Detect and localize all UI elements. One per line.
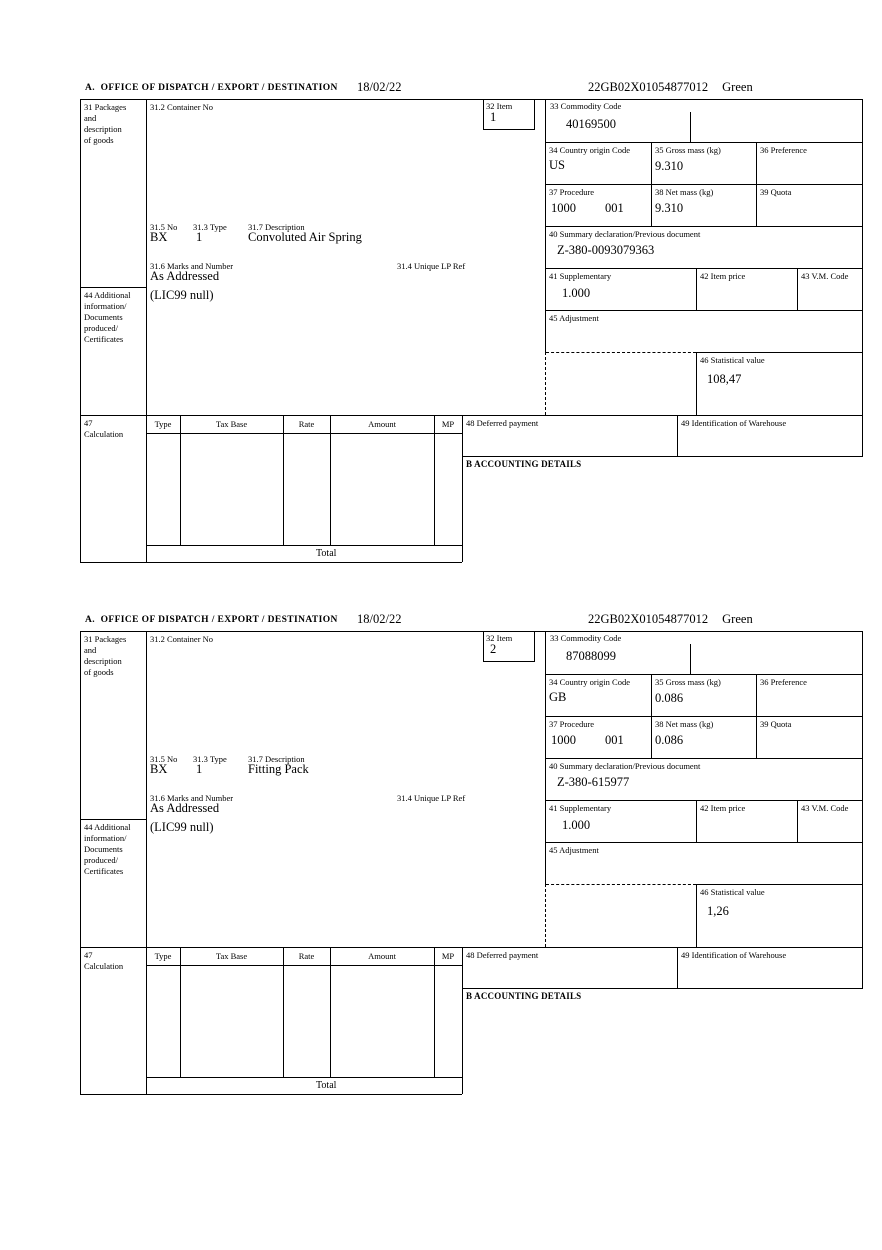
commodity-code-value: 87088099 [566,649,616,663]
package-no-label: 31.5 No [150,754,178,764]
col34-35-divider [651,674,652,758]
status-flag: Green [722,612,753,626]
accounting-details-label: B ACCOUNTING DETAILS [466,991,582,1001]
summary-declaration-label: 40 Summary declaration/Previous document [549,229,701,239]
box44-label: 44 Additional information/ Documents produced/ Certificates [84,290,131,345]
summary-declaration-label: 40 Summary declaration/Previous document [549,761,701,771]
supplementary-value: 1.000 [562,286,591,300]
table-header-tax-base: Tax Base [215,419,248,429]
table-header-mp: MP [441,419,455,429]
table-header-amount: Amount [368,419,396,429]
declaration-item-page [0,612,882,1144]
statistical-value-label: 46 Statistical value [700,355,765,365]
table-header-mp: MP [441,951,455,961]
table-header-type: Type [154,419,172,429]
vm-code-label: 43 V.M. Code [801,271,849,281]
quota-label: 39 Quota [760,187,792,197]
item-number-value: 2 [490,642,497,656]
item-number-value: 1 [490,110,497,124]
description-label: 31.7 Description [248,754,305,764]
office-of-dispatch-label: A. OFFICE OF DISPATCH / EXPORT / DESTINATION [85,615,338,625]
marks-value: As Addressed [150,269,220,283]
package-no-value: BX [150,762,168,776]
package-no-value: BX [150,230,168,244]
accounting-details-label: B ACCOUNTING DETAILS [466,459,582,469]
col35-36-divider [756,674,757,758]
commodity-code-tick [690,112,691,142]
col48-49-divider [677,415,678,456]
total-label: Total [316,1080,337,1091]
col42-43-divider [797,800,798,842]
country-origin-label: 34 Country origin Code [549,145,630,155]
summary-declaration-value: Z-380-0093079363 [557,243,655,257]
table-col-divider-1 [180,415,181,545]
box31-44-divider [80,287,146,288]
reference-number: 22GB02X01054877012 [588,612,709,626]
col41-42-divider [696,800,697,842]
adjustment-label: 45 Adjustment [549,845,599,855]
table-header-type: Type [154,951,172,961]
status-flag: Green [722,80,753,94]
box46-top-line [696,352,862,353]
total-label: Total [316,548,337,559]
net-mass-label: 38 Net mass (kg) [655,719,714,729]
form-border-left [80,631,81,1094]
warehouse-id-label: 49 Identification of Warehouse [681,950,787,960]
statistical-value: 108,47 [707,372,742,386]
total-row-top-line [146,1077,462,1078]
additional-info-value: (LIC99 null) [150,820,214,834]
vm-code-label: 43 V.M. Code [801,803,849,813]
form-border-bottom [80,562,462,563]
item-box-label: 32 Item [486,101,513,111]
table-col-divider-1 [180,947,181,1077]
package-type-value: 1 [196,762,203,776]
calculation-top-line [80,415,862,416]
table-col-divider-4 [434,947,435,1077]
col34-35-divider [651,142,652,226]
table-right-edge [462,415,463,562]
box44-label: 44 Additional information/ Documents produced/ Certificates [84,822,131,877]
col41-42-divider [696,268,697,310]
procedure-extra-value: 001 [605,733,624,747]
preference-label: 36 Preference [760,145,807,155]
marks-label: 31.6 Marks and Number [150,261,234,271]
form-pages [0,80,882,1144]
supplementary-label: 41 Supplementary [549,271,612,281]
package-type-value: 1 [196,230,203,244]
box31-label: 31 Packages and description of goods [84,634,127,678]
box46-left-line [696,884,697,947]
row37-bottom-line [545,226,862,227]
country-origin-label: 34 Country origin Code [549,677,630,687]
supplementary-value: 1.000 [562,818,591,832]
right-column-divider-dashed [545,352,546,415]
form-border-top [80,631,862,632]
right-column-divider-dashed [545,884,546,947]
table-header-bottom-line [146,433,462,434]
procedure-value: 1000 [551,201,576,215]
statistical-value: 1,26 [707,904,729,918]
box48-49-bottom-line [462,456,862,457]
table-col-divider-3 [330,415,331,545]
commodity-code-label: 33 Commodity Code [550,633,622,643]
form-border-left [80,99,81,562]
adjustment-label: 45 Adjustment [549,313,599,323]
box31-label: 31 Packages and description of goods [84,102,127,146]
additional-info-value: (LIC99 null) [150,288,214,302]
col35-36-divider [756,142,757,226]
supplementary-label: 41 Supplementary [549,803,612,813]
box47-label: 47 Calculation [84,418,124,440]
box31-44-divider [80,819,146,820]
box40-bottom-line [545,800,862,801]
box46-top-line [696,884,862,885]
box33-bottom-line [545,142,862,143]
goods-description-value: Convoluted Air Spring [248,230,362,244]
table-header-rate: Rate [298,951,315,961]
declaration-date: 18/02/22 [357,612,402,626]
item-price-label: 42 Item price [700,271,746,281]
deferred-payment-label: 48 Deferred payment [466,950,539,960]
box33-bottom-line [545,674,862,675]
declaration-item-page [0,80,882,612]
col48-49-divider [677,947,678,988]
declaration-reference [588,81,753,95]
row34-bottom-line [545,716,862,717]
box46-left-line [696,352,697,415]
package-type-label: 31.3 Type [193,222,227,232]
table-header-tax-base: Tax Base [215,951,248,961]
box40-bottom-line [545,268,862,269]
unique-lp-ref-label: 31.4 Unique LP Ref [397,793,466,803]
procedure-label: 37 Procedure [549,719,595,729]
label-column-divider [146,631,147,1094]
net-mass-value: 9.310 [655,201,684,215]
container-no-label: 31.2 Container No [150,634,214,644]
row37-bottom-line [545,758,862,759]
commodity-code-value: 40169500 [566,117,616,131]
description-label: 31.7 Description [248,222,305,232]
table-col-divider-4 [434,415,435,545]
total-row-top-line [146,545,462,546]
unique-lp-ref-label: 31.4 Unique LP Ref [397,261,466,271]
net-mass-value: 0.086 [655,733,684,747]
declaration-reference [588,613,753,627]
table-header-amount: Amount [368,951,396,961]
form-border-bottom [80,1094,462,1095]
gross-mass-value: 0.086 [655,691,684,705]
warehouse-id-label: 49 Identification of Warehouse [681,418,787,428]
office-of-dispatch-label: A. OFFICE OF DISPATCH / EXPORT / DESTINATION [85,83,338,93]
summary-declaration-value: Z-380-615977 [557,775,630,789]
item-price-label: 42 Item price [700,803,746,813]
goods-description-value: Fitting Pack [248,762,309,776]
row34-bottom-line [545,184,862,185]
procedure-extra-value: 001 [605,201,624,215]
item-box-label: 32 Item [486,633,513,643]
box47-label: 47 Calculation [84,950,124,972]
country-origin-value: US [549,158,565,172]
form-border-top [80,99,862,100]
calculation-top-line [80,947,862,948]
marks-label: 31.6 Marks and Number [150,793,234,803]
commodity-code-tick [690,644,691,674]
quota-label: 39 Quota [760,719,792,729]
row41-bottom-line [545,842,862,843]
table-header-rate: Rate [298,419,315,429]
row41-bottom-line [545,310,862,311]
procedure-value: 1000 [551,733,576,747]
label-column-divider [146,99,147,562]
box45-bottom-dashed [546,352,696,353]
declaration-date: 18/02/22 [357,80,402,94]
procedure-label: 37 Procedure [549,187,595,197]
table-header-bottom-line [146,965,462,966]
box48-49-bottom-line [462,988,862,989]
form-border-right [862,99,863,457]
statistical-value-label: 46 Statistical value [700,887,765,897]
marks-value: As Addressed [150,801,220,815]
package-no-label: 31.5 No [150,222,178,232]
net-mass-label: 38 Net mass (kg) [655,187,714,197]
container-no-label: 31.2 Container No [150,102,214,112]
table-right-edge [462,947,463,1094]
box45-bottom-dashed [546,884,696,885]
table-col-divider-2 [283,415,284,545]
gross-mass-label: 35 Gross mass (kg) [655,145,721,155]
table-col-divider-2 [283,947,284,1077]
gross-mass-label: 35 Gross mass (kg) [655,677,721,687]
deferred-payment-label: 48 Deferred payment [466,418,539,428]
col42-43-divider [797,268,798,310]
package-type-label: 31.3 Type [193,754,227,764]
country-origin-value: GB [549,690,567,704]
form-border-right [862,631,863,989]
table-col-divider-3 [330,947,331,1077]
preference-label: 36 Preference [760,677,807,687]
gross-mass-value: 9.310 [655,159,684,173]
reference-number: 22GB02X01054877012 [588,80,709,94]
commodity-code-label: 33 Commodity Code [550,101,622,111]
